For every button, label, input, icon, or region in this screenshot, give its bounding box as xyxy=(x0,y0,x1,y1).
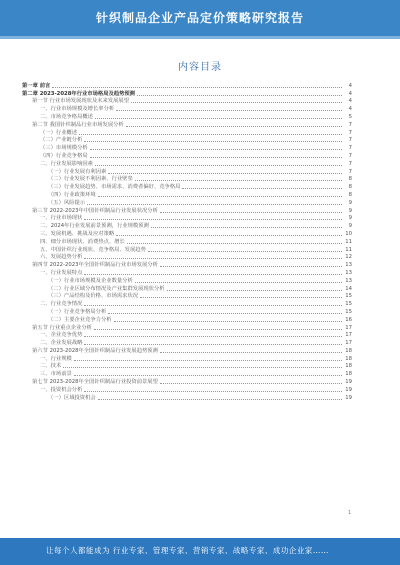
toc-entry[interactable] xyxy=(22,308,352,316)
toc-leader-dots xyxy=(98,399,342,400)
toc-entry-page: 11 xyxy=(345,238,352,245)
toc-leader-dots xyxy=(160,352,342,353)
toc-leader-dots xyxy=(52,87,342,88)
toc-entry-label: 二、市场竞争格局概述 xyxy=(40,113,93,120)
toc-entry-page: 7 xyxy=(348,145,352,152)
toc-entry[interactable] xyxy=(22,246,352,254)
toc-entry-label: 三、市场前景 xyxy=(40,371,72,378)
toc-entry-page: 9 xyxy=(348,215,352,222)
toc-leader-dots xyxy=(135,282,342,283)
toc-leader-dots xyxy=(160,266,342,267)
toc-leader-dots xyxy=(74,360,342,361)
toc-entry-page: 8 xyxy=(348,191,352,198)
toc-entry[interactable] xyxy=(22,339,352,347)
toc-leader-dots xyxy=(116,235,342,236)
toc-entry-label: 第一章 前言 xyxy=(22,82,51,89)
toc-entry[interactable] xyxy=(22,316,352,324)
toc-entry-label: 三、发展机遇、挑战及应对策略 xyxy=(40,230,115,237)
toc-entry-page: 7 xyxy=(348,168,352,175)
toc-leader-dots xyxy=(84,219,342,220)
toc-entry[interactable] xyxy=(22,363,352,371)
footer-slogan: 让每个人都能成为 行业专家、管理专家、营销专家、战略专家、成功企业家…… xyxy=(46,546,329,555)
toc-leader-dots xyxy=(84,274,342,275)
toc-entry[interactable] xyxy=(22,152,352,160)
toc-entry[interactable] xyxy=(22,238,352,246)
toc-leader-dots xyxy=(84,305,342,306)
toc-entry[interactable] xyxy=(22,261,352,269)
toc-entry-label: 六、发展趋势分析 xyxy=(40,254,83,261)
toc-entry-page: 18 xyxy=(345,371,352,378)
toc-entry-label: 第七节 2023-2028年全国针织制品行业投资前景展望 xyxy=(32,379,158,386)
toc-leader-dots xyxy=(151,227,342,228)
toc-entry[interactable] xyxy=(22,332,352,340)
toc-entry[interactable] xyxy=(22,90,352,98)
toc-entry-label: 第一节 行业市场发展现状及未来发展展望 xyxy=(32,98,130,105)
toc-entry[interactable] xyxy=(22,183,352,191)
toc-entry[interactable] xyxy=(22,105,352,113)
toc-leader-dots xyxy=(90,149,342,150)
toc-entry[interactable] xyxy=(22,137,352,145)
toc-entry-label: （一）行业竞争格局分析 xyxy=(48,308,107,315)
toc-leader-dots xyxy=(160,383,342,384)
toc-entry-page: 10 xyxy=(345,230,352,237)
toc-entry[interactable] xyxy=(22,394,352,402)
page-number: 1 xyxy=(348,510,352,516)
toc-entry-label: 第二章 2023-2028年行业市场格局及趋势预测 xyxy=(22,90,135,97)
toc-entry-page: 4 xyxy=(348,98,352,105)
toc-entry[interactable] xyxy=(22,222,352,230)
toc-entry-label: 二、行业发展影响因素 xyxy=(40,160,93,167)
toc-entry-label: （二）主要企业竞争力分析 xyxy=(48,316,112,323)
toc-entry[interactable] xyxy=(22,230,352,238)
toc-entry-page: 7 xyxy=(348,129,352,136)
toc-entry[interactable] xyxy=(22,121,352,129)
toc-leader-dots xyxy=(137,95,342,96)
toc-entry-page: 19 xyxy=(345,379,352,386)
toc-entry-label: （五）风险提示 xyxy=(48,199,86,206)
toc-leader-dots xyxy=(116,110,342,111)
toc-leader-dots xyxy=(63,367,342,368)
toc-entry-page: 11 xyxy=(345,246,352,253)
toc-entry-page: 7 xyxy=(348,152,352,159)
toc-entry-label: 二、企业发展战略 xyxy=(40,340,83,347)
toc-entry-page: 9 xyxy=(348,199,352,206)
toc-entry-page: 7 xyxy=(348,160,352,167)
toc-leader-dots xyxy=(94,329,342,330)
toc-leader-dots xyxy=(87,204,342,205)
toc-entry[interactable] xyxy=(22,324,352,332)
toc-leader-dots xyxy=(90,157,342,158)
toc-leader-dots xyxy=(148,251,342,252)
toc-entry[interactable] xyxy=(22,293,352,301)
toc-leader-dots xyxy=(160,212,342,213)
report-header-bar xyxy=(0,0,400,36)
toc-entry-label: 一、投资机会分析 xyxy=(40,386,83,393)
toc-entry-page: 8 xyxy=(348,176,352,183)
footer-bar xyxy=(0,538,400,565)
toc-entry[interactable] xyxy=(22,176,352,184)
toc-leader-dots xyxy=(127,243,342,244)
toc-entry-page: 13 xyxy=(345,277,352,284)
toc-heading: 内容目录 xyxy=(178,62,222,73)
toc-entry-label: （一）行业发展有利因素 xyxy=(48,168,107,175)
toc-leader-dots xyxy=(114,321,342,322)
toc-entry-label: 一、行业发展特点 xyxy=(40,269,83,276)
table-of-contents xyxy=(22,82,352,402)
toc-entry-page: 14 xyxy=(345,285,352,292)
toc-entry[interactable] xyxy=(22,370,352,378)
toc-leader-dots xyxy=(84,344,342,345)
toc-entry-label: （二）行业发展不利因素、行业壁垒 xyxy=(48,176,133,183)
toc-entry-label: （一）行业概述 xyxy=(40,129,78,136)
toc-entry[interactable] xyxy=(22,113,352,121)
toc-leader-dots xyxy=(108,313,342,314)
toc-entry[interactable] xyxy=(22,215,352,223)
toc-entry-page: 19 xyxy=(345,386,352,393)
toc-entry[interactable] xyxy=(22,269,352,277)
toc-entry-label: 一、行业规模 xyxy=(40,355,72,362)
toc-entry-page: 18 xyxy=(345,347,352,354)
toc-entry-page: 17 xyxy=(345,324,352,331)
header-stripe xyxy=(0,36,400,39)
toc-entry-page: 15 xyxy=(345,308,352,315)
toc-entry[interactable] xyxy=(22,168,352,176)
toc-entry[interactable] xyxy=(22,82,352,90)
toc-entry[interactable] xyxy=(22,129,352,137)
toc-entry[interactable] xyxy=(22,378,352,386)
toc-leader-dots xyxy=(84,391,342,392)
toc-leader-dots xyxy=(131,102,342,103)
toc-leader-dots xyxy=(182,188,342,189)
toc-entry-label: （二）产业链分析 xyxy=(40,137,83,144)
toc-entry-label: （四）行业竞争格局 xyxy=(40,152,88,159)
toc-entry-label: 二、技术 xyxy=(40,363,62,370)
toc-entry-label: 第二节 我国针织制品行业市场发展分析 xyxy=(32,121,124,128)
toc-entry[interactable] xyxy=(22,144,352,152)
toc-entry-label: 一、行业市场现状 xyxy=(40,215,83,222)
toc-entry-page: 15 xyxy=(345,293,352,300)
toc-leader-dots xyxy=(140,297,342,298)
toc-entry-page: 15 xyxy=(345,301,352,308)
toc-entry-page: 18 xyxy=(345,355,352,362)
toc-entry-label: 一、行业市场规模及增长率分析 xyxy=(40,106,115,113)
toc-entry-page: 18 xyxy=(345,363,352,370)
toc-entry-page: 8 xyxy=(348,184,352,191)
toc-entry-page: 4 xyxy=(348,90,352,97)
toc-entry-page: 13 xyxy=(345,269,352,276)
toc-leader-dots xyxy=(95,118,342,119)
toc-entry[interactable] xyxy=(22,199,352,207)
toc-entry-page: 16 xyxy=(345,316,352,323)
toc-entry[interactable] xyxy=(22,300,352,308)
toc-entry[interactable] xyxy=(22,191,352,199)
toc-entry[interactable] xyxy=(22,277,352,285)
toc-entry-page: 19 xyxy=(345,394,352,401)
toc-leader-dots xyxy=(74,375,342,376)
toc-entry-label: （二）行业区域分布情况及产业集群发展现状分析 xyxy=(48,285,165,292)
toc-entry-label: 二、行业竞争情况 xyxy=(40,301,83,308)
toc-entry-label: 第三节 2022-2023年中国针织制品行业发展状况分析 xyxy=(32,207,158,214)
toc-leader-dots xyxy=(108,173,342,174)
report-title: 针织制品企业产品定价策略研究报告 xyxy=(95,11,304,25)
toc-leader-dots xyxy=(84,141,342,142)
toc-entry-label: 第五节 行业重点企业分析 xyxy=(32,324,92,331)
toc-leader-dots xyxy=(135,180,342,181)
toc-entry-page: 4 xyxy=(348,106,352,113)
toc-leader-dots xyxy=(98,196,342,197)
toc-leader-dots xyxy=(126,126,342,127)
toc-leader-dots xyxy=(167,290,342,291)
toc-leader-dots xyxy=(84,336,342,337)
toc-leader-dots xyxy=(84,258,342,259)
toc-entry-label: （一）区域投资机会 xyxy=(48,394,96,401)
toc-entry-page: 7 xyxy=(348,121,352,128)
toc-entry[interactable] xyxy=(22,98,352,106)
toc-entry-label: （三）产品结构及价格、市场需求状况 xyxy=(48,293,139,300)
toc-entry-label: （一）行业市场规模及企业数量分析 xyxy=(48,277,133,284)
toc-entry-label: 五、中国针织行业现状、竞争格局、发展趋势 xyxy=(40,246,146,253)
toc-entry[interactable] xyxy=(22,207,352,215)
toc-entry[interactable] xyxy=(22,355,352,363)
toc-entry-page: 5 xyxy=(348,113,352,120)
toc-entry-page: 17 xyxy=(345,332,352,339)
toc-entry-label: 第六节 2023-2028年全国针织制品行业发展趋势预测 xyxy=(32,347,158,354)
toc-entry-label: 二、2024年行业发展前景预测，行业规模预测 xyxy=(40,223,149,230)
toc-entry-label: （四）行业政策环境 xyxy=(48,191,96,198)
toc-entry[interactable] xyxy=(22,160,352,168)
toc-entry-page: 7 xyxy=(348,137,352,144)
toc-entry-label: （三）行业发展趋势、市场需求、消费者偏好、竞争格局 xyxy=(48,184,181,191)
toc-entry[interactable] xyxy=(22,347,352,355)
toc-leader-dots xyxy=(95,165,342,166)
toc-entry-page: 9 xyxy=(348,207,352,214)
toc-entry-label: （三）市场规模分析 xyxy=(40,145,88,152)
toc-entry-label: 一、企业竞争优势 xyxy=(40,332,83,339)
toc-entry-page: 12 xyxy=(345,254,352,261)
toc-entry-page: 9 xyxy=(348,223,352,230)
toc-entry-label: 第四节 2022-2023年全国针织制品行业市场发展分析 xyxy=(32,262,158,269)
toc-entry[interactable] xyxy=(22,254,352,262)
toc-entry-page: 13 xyxy=(345,262,352,269)
toc-entry[interactable] xyxy=(22,285,352,293)
toc-entry-label: 四、细分市场现状、消费热点、增长 xyxy=(40,238,125,245)
toc-entry-page: 17 xyxy=(345,340,352,347)
toc-entry-page: 4 xyxy=(348,82,352,89)
toc-leader-dots xyxy=(79,134,342,135)
toc-entry[interactable] xyxy=(22,386,352,394)
